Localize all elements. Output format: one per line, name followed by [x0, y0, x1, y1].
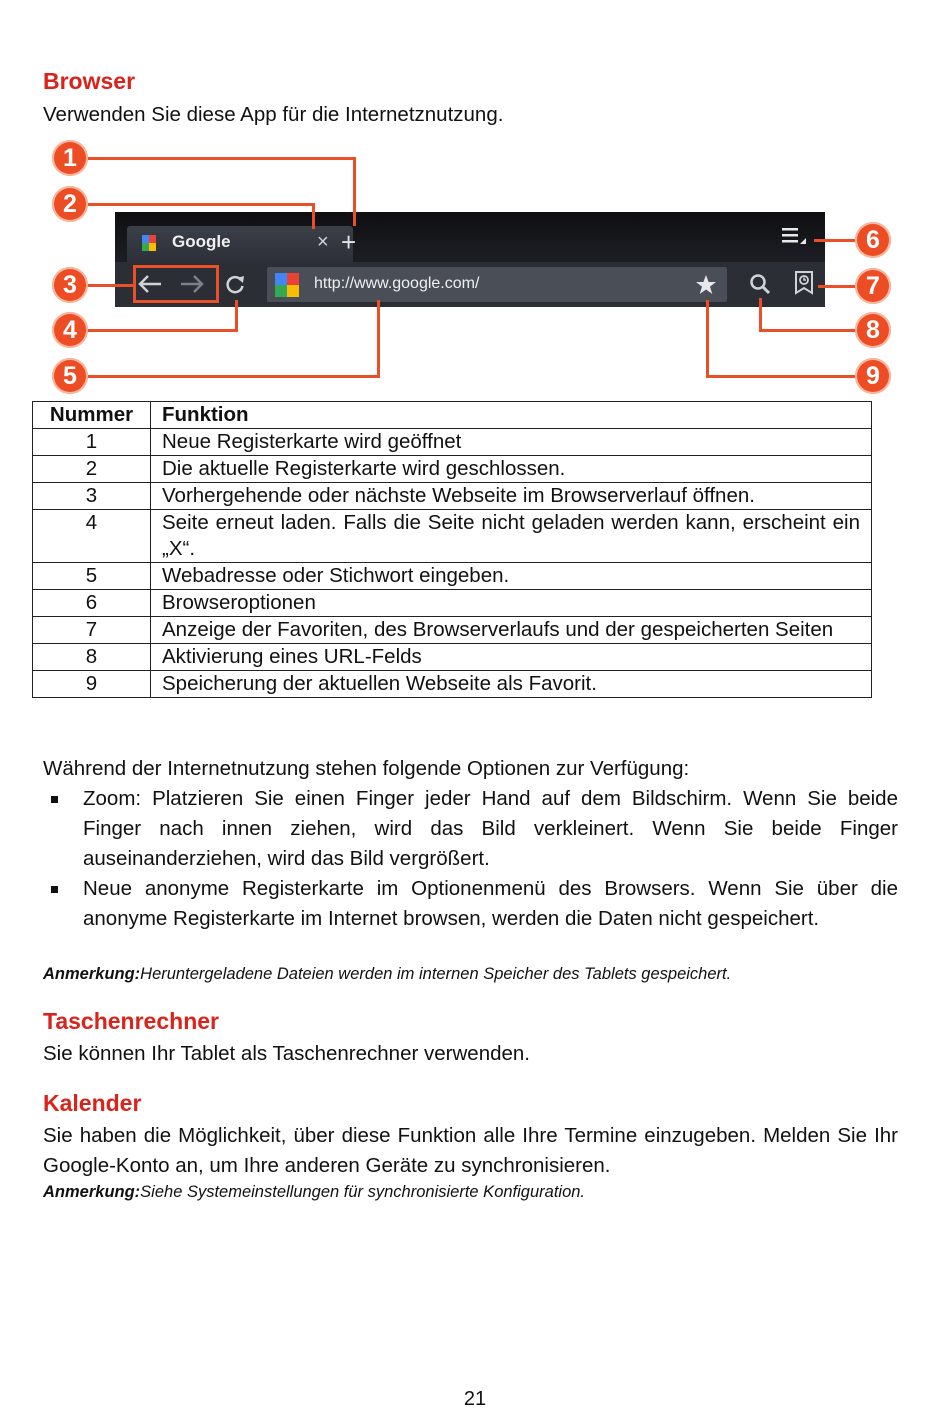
section-title-calendar: Kalender: [43, 1090, 142, 1116]
list-item-text: Zoom: Platzieren Sie einen Finger jeder Hand auf dem Bildschirm. Wenn Sie beide Finger nach innen ziehen, wird das Bild verkleinert. Wenn Sie beide Finger auseinanderziehen, wird das Bild vergrößert.: [83, 787, 898, 870]
leader-line-8: [759, 329, 858, 332]
tab-bar: [115, 212, 825, 262]
browser-tab: [127, 226, 353, 262]
back-forward-highlight: [133, 265, 219, 303]
row-function: Neue Registerkarte wird geöffnet: [151, 429, 872, 456]
leader-line-5: [88, 375, 380, 378]
table-row: [33, 510, 872, 563]
note-label: Anmerkung:: [43, 965, 141, 983]
table-header-row: [33, 402, 872, 429]
leader-line-9: [706, 375, 858, 378]
bullet-icon: [51, 796, 58, 803]
leader-line-8: [759, 298, 762, 332]
search-icon: [749, 273, 771, 295]
download-note: [43, 965, 731, 984]
row-function: Speicherung der aktuellen Webseite als Favorit.: [151, 671, 872, 698]
note-text: Siehe Systemeinstellungen für synchronisierte Konfiguration.: [140, 1183, 586, 1201]
leader-line-9: [706, 300, 709, 378]
row-function: Aktivierung eines URL-Felds: [151, 644, 872, 671]
tab-close-icon: ×: [317, 231, 329, 253]
tab-title: Google: [172, 232, 231, 251]
callout-7: 7: [855, 268, 891, 304]
function-table: [32, 401, 872, 698]
callout-1: 1: [52, 140, 88, 176]
url-text: http://www.google.com/: [314, 275, 480, 292]
leader-line-6: [814, 239, 858, 242]
row-number: 4: [33, 510, 151, 563]
leader-line-1: [88, 157, 356, 160]
row-number: 7: [33, 617, 151, 644]
note-label: Anmerkung:: [43, 1183, 141, 1201]
browser-figure: [40, 140, 910, 398]
table-row: [33, 483, 872, 510]
table-row: [33, 617, 872, 644]
new-tab-icon: +: [341, 227, 357, 257]
leader-line-4: [88, 329, 238, 332]
callout-2: 2: [52, 186, 88, 222]
star-icon: [695, 274, 717, 296]
row-number: 9: [33, 671, 151, 698]
leader-line-2: [312, 203, 315, 229]
page-number: 21: [463, 1388, 487, 1410]
callout-5: 5: [52, 358, 88, 394]
menu-icon: [782, 226, 806, 246]
callout-3: 3: [52, 267, 88, 303]
row-number: 1: [33, 429, 151, 456]
navigation-bar: [115, 262, 825, 307]
row-number: 5: [33, 563, 151, 590]
leader-line-2: [88, 203, 315, 206]
options-list: [43, 784, 898, 934]
reload-icon: [224, 273, 246, 295]
leader-line-7: [818, 285, 858, 288]
bookmarks-history-icon: [794, 271, 814, 295]
column-header-number: Nummer: [33, 402, 151, 429]
list-item-text: Neue anonyme Registerkarte im Optionenmenü des Browsers. Wenn Sie über die anonyme Registerkarte im Internet browsen, werden die Daten nicht gespeichert.: [83, 877, 898, 930]
google-favicon-icon: [142, 235, 156, 251]
row-number: 3: [33, 483, 151, 510]
section-title-browser: Browser: [43, 68, 136, 94]
leader-line-1: [353, 157, 356, 226]
callout-9: 9: [855, 358, 891, 394]
callout-6: 6: [855, 222, 891, 258]
table-row: [33, 429, 872, 456]
bullet-icon: [51, 886, 58, 893]
table-row: [33, 456, 872, 483]
leader-line-3: [88, 284, 134, 287]
row-function: Vorhergehende oder nächste Webseite im Browserverlauf öffnen.: [151, 483, 872, 510]
row-function: Browseroptionen: [151, 590, 872, 617]
google-logo-icon: [275, 273, 299, 297]
options-intro: Während der Internetnutzung stehen folgende Optionen zur Verfügung:: [43, 757, 690, 780]
browser-intro: Verwenden Sie diese App für die Internetznutzung.: [43, 103, 504, 126]
calendar-note: [43, 1183, 585, 1202]
row-function: Anzeige der Favoriten, des Browserverlaufs und der gespeicherten Seiten: [151, 617, 872, 644]
row-number: 8: [33, 644, 151, 671]
note-text: Heruntergeladene Dateien werden im internen Speicher des Tablets gespeichert.: [140, 965, 732, 983]
row-number: 6: [33, 590, 151, 617]
leader-line-4: [235, 300, 238, 332]
leader-line-5: [377, 300, 380, 378]
table-row: [33, 563, 872, 590]
row-function: Seite erneut laden. Falls die Seite nicht geladen werden kann, erscheint ein „X“.: [151, 510, 872, 563]
calculator-text: Sie können Ihr Tablet als Taschenrechner verwenden.: [43, 1042, 530, 1065]
row-function: Webadresse oder Stichwort eingeben.: [151, 563, 872, 590]
browser-screenshot: [115, 212, 825, 307]
callout-4: 4: [52, 312, 88, 348]
list-item: [43, 784, 898, 874]
column-header-function: Funktion: [151, 402, 872, 429]
url-box: [267, 267, 727, 302]
row-number: 2: [33, 456, 151, 483]
calendar-text: Sie haben die Möglichkeit, über diese Funktion alle Ihre Termine einzugeben. Melden Sie Ihr Google-Konto an, um Ihre anderen Geräte zu synchronisieren.: [43, 1124, 898, 1177]
table-row: [33, 590, 872, 617]
table-row: [33, 671, 872, 698]
row-function: Die aktuelle Registerkarte wird geschlossen.: [151, 456, 872, 483]
list-item: [43, 874, 898, 934]
callout-8: 8: [855, 312, 891, 348]
section-title-calculator: Taschenrechner: [43, 1008, 219, 1034]
table-row: [33, 644, 872, 671]
